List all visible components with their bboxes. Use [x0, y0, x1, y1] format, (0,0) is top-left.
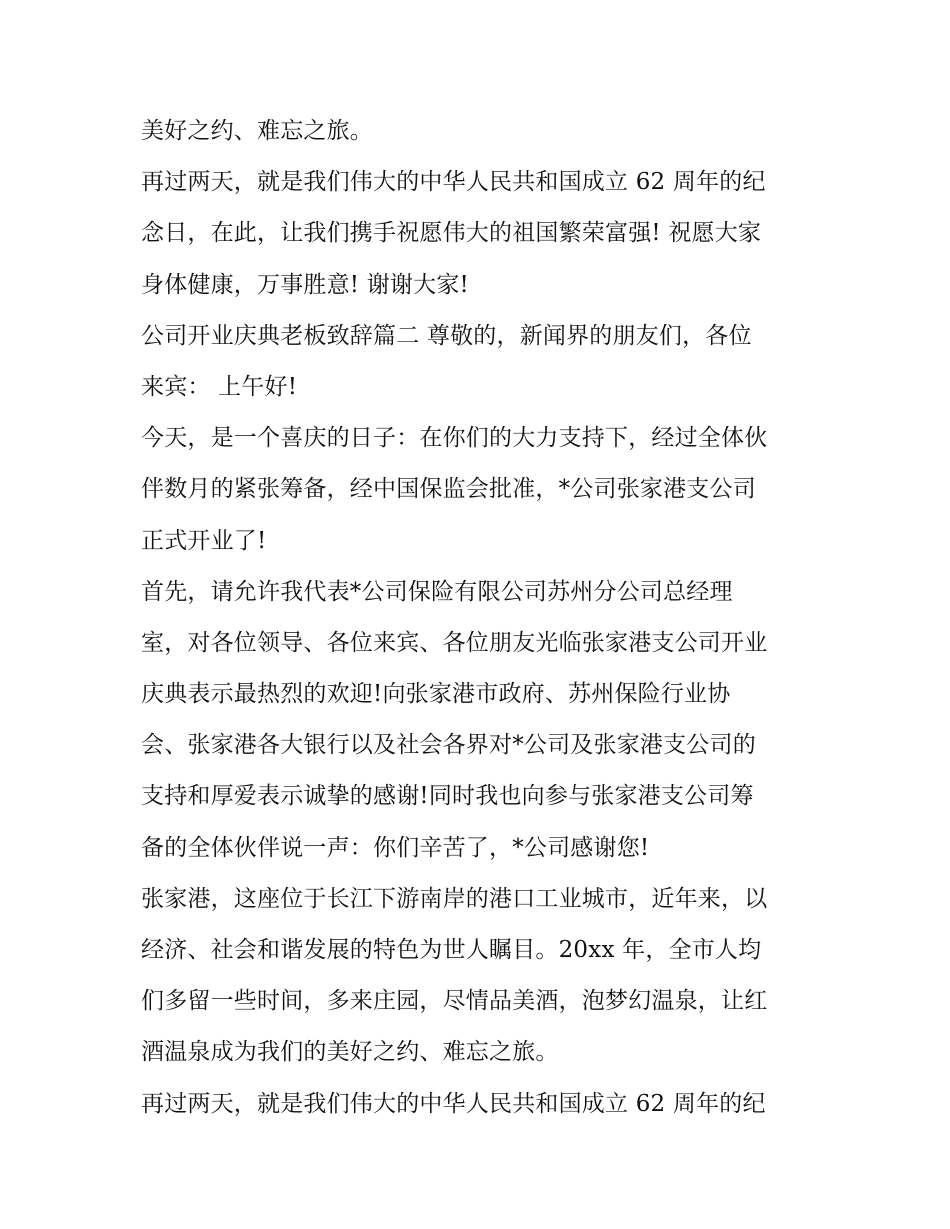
- text-line: 张家港，这座位于长江下游南岸的港口工业城市，近年来，以: [141, 885, 768, 912]
- text-line: 再过两天，就是我们伟大的中华人民共和国成立 62 周年的纪: [141, 1090, 766, 1117]
- text-line: 公司开业庆典老板致辞篇二 尊敬的，新闻界的朋友们，各位: [141, 322, 752, 349]
- text-line: 首先，请允许我代表*公司保险有限公司苏州分公司总经理: [141, 578, 733, 605]
- text-line: 来宾： 上午好!: [141, 373, 298, 400]
- text-line: 正式开业了!: [141, 527, 267, 554]
- text-line: 再过两天，就是我们伟大的中华人民共和国成立 62 周年的纪: [141, 169, 766, 196]
- text-line: 身体健康，万事胜意! 谢谢大家!: [141, 271, 469, 298]
- text-line: 庆典表示最热烈的欢迎!向张家港市政府、苏州保险行业协: [141, 681, 731, 708]
- text-line: 室，对各位领导、各位来宾、各位朋友光临张家港支公司开业: [141, 629, 768, 656]
- text-line: 支持和厚爱表示诚挚的感谢!同时我也向参与张家港支公司筹: [141, 783, 754, 810]
- text-line: 念日，在此，让我们携手祝愿伟大的祖国繁荣富强! 祝愿大家: [141, 220, 762, 247]
- text-line: 美好之约、难忘之旅。: [141, 118, 373, 144]
- text-line: 酒温泉成为我们的美好之约、难忘之旅。: [141, 1039, 559, 1066]
- text-line: 会、张家港各大银行以及社会各界对*公司及张家港支公司的: [141, 732, 756, 759]
- text-line: 们多留一些时间，多来庄园，尽情品美酒，泡梦幻温泉，让红: [141, 988, 768, 1015]
- text-line: 伴数月的紧张筹备，经中国保监会批准，*公司张家港支公司: [141, 476, 756, 503]
- text-line: 备的全体伙伴说一声：你们辛苦了，*公司感谢您!: [141, 834, 650, 861]
- document-body: [141, 106, 821, 1130]
- text-line: 今天，是一个喜庆的日子：在你们的大力支持下，经过全体伙: [141, 425, 768, 452]
- text-line: 经济、社会和谐发展的特色为世人瞩目。20xx 年，全市人均: [141, 937, 762, 963]
